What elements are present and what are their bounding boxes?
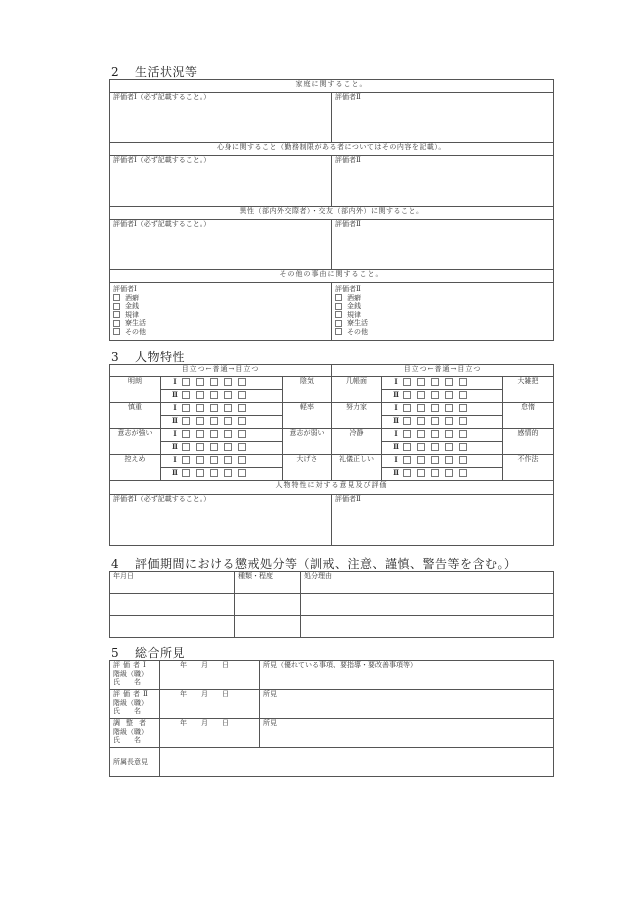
level-label: Ⅱ bbox=[393, 468, 399, 477]
checkbox[interactable] bbox=[113, 328, 120, 335]
right-level-checks bbox=[382, 455, 503, 468]
section5-title bbox=[111, 644, 185, 661]
rating-checkbox[interactable] bbox=[431, 417, 439, 425]
family-evaluator2-field[interactable] bbox=[332, 93, 554, 143]
evaluator2-remark-field[interactable] bbox=[260, 690, 554, 719]
left-positive-trait: 慎重 bbox=[110, 403, 161, 429]
rating-checkbox[interactable] bbox=[459, 430, 467, 438]
rating-checkbox[interactable] bbox=[238, 404, 246, 412]
chief-row bbox=[110, 748, 554, 777]
trait-row bbox=[110, 455, 554, 468]
rating-checkbox[interactable] bbox=[210, 469, 218, 477]
rating-checkbox[interactable] bbox=[238, 469, 246, 477]
section3-title bbox=[111, 348, 185, 365]
col-type: 種類・程度 bbox=[235, 572, 301, 594]
level-row bbox=[164, 390, 279, 399]
rating-checkbox[interactable] bbox=[431, 456, 439, 464]
level-row bbox=[385, 390, 499, 399]
checkbox[interactable] bbox=[113, 311, 120, 318]
rating-checkbox[interactable] bbox=[459, 469, 467, 477]
rating-checkbox[interactable] bbox=[431, 404, 439, 412]
option-dormitory[interactable] bbox=[335, 319, 550, 328]
chief-opinion-field[interactable] bbox=[160, 748, 554, 777]
rating-checkbox[interactable] bbox=[403, 456, 411, 464]
section5-number: 5 bbox=[111, 646, 120, 660]
evaluator2-row bbox=[110, 690, 554, 719]
evaluator1-remark-field[interactable] bbox=[260, 661, 554, 690]
type-field[interactable] bbox=[235, 594, 301, 616]
section2-title bbox=[111, 63, 198, 80]
checkbox[interactable] bbox=[113, 294, 120, 301]
rating-checkbox[interactable] bbox=[445, 378, 453, 386]
rating-checkbox[interactable] bbox=[196, 417, 204, 425]
rating-checkbox[interactable] bbox=[459, 443, 467, 451]
level-label: Ⅱ bbox=[393, 416, 399, 425]
level-label: Ⅰ bbox=[394, 429, 398, 438]
rating-checkbox[interactable] bbox=[224, 404, 232, 412]
col-reason: 処分理由 bbox=[301, 572, 554, 594]
name-label: 氏 名 bbox=[113, 678, 141, 686]
rating-checkbox[interactable] bbox=[403, 430, 411, 438]
left-negative-trait: 陰気 bbox=[283, 377, 332, 403]
role-label: 調整者 bbox=[113, 719, 152, 727]
evaluator1-label: 評価者Ⅰ（必ず記載すること。） bbox=[113, 495, 211, 503]
section2-number: 2 bbox=[111, 65, 120, 79]
adjuster-row bbox=[110, 719, 554, 748]
checkbox[interactable] bbox=[335, 294, 342, 301]
col-date: 年月日 bbox=[110, 572, 235, 594]
checkbox[interactable] bbox=[335, 320, 342, 327]
right-level-checks bbox=[382, 416, 503, 429]
right-negative-trait: 怠惰 bbox=[503, 403, 554, 429]
rating-checkbox[interactable] bbox=[445, 417, 453, 425]
checkbox[interactable] bbox=[335, 311, 342, 318]
rating-checkbox[interactable] bbox=[196, 456, 204, 464]
rank-label: 階級（職） bbox=[113, 698, 148, 707]
rating-checkbox[interactable] bbox=[445, 404, 453, 412]
left-level-checks bbox=[161, 390, 283, 403]
rating-checkbox[interactable] bbox=[224, 469, 232, 477]
trait-row bbox=[110, 429, 554, 442]
rating-checkbox[interactable] bbox=[196, 378, 204, 386]
right-level-checks bbox=[382, 390, 503, 403]
option-label: 規律 bbox=[347, 310, 361, 319]
role-label: 評価者Ⅰ bbox=[113, 661, 149, 669]
rating-checkbox[interactable] bbox=[182, 456, 190, 464]
option-label: 金銭 bbox=[347, 302, 361, 310]
left-level-checks bbox=[161, 442, 283, 455]
section5-heading: 総合所見 bbox=[135, 646, 186, 660]
rating-checkbox[interactable] bbox=[417, 430, 425, 438]
rating-checkbox[interactable] bbox=[459, 391, 467, 399]
opinion-evaluator1-field[interactable] bbox=[110, 495, 332, 546]
option-label: 酒癖 bbox=[347, 293, 361, 302]
chief-label: 所属長意見 bbox=[110, 748, 160, 777]
rating-checkbox[interactable] bbox=[445, 443, 453, 451]
option-drinking[interactable] bbox=[113, 294, 328, 303]
relationships-header: 異性（部内外交際者）・交友（部内外）に関すること。 bbox=[110, 207, 554, 220]
left-negative-trait: 意志が弱い bbox=[283, 429, 332, 455]
relationships-evaluator1-field[interactable] bbox=[110, 220, 332, 270]
right-positive-trait: 努力家 bbox=[332, 403, 382, 429]
rating-checkbox[interactable] bbox=[403, 469, 411, 477]
table-row bbox=[110, 594, 554, 616]
option-label: 寮生活 bbox=[125, 319, 146, 327]
adjuster-remark-field[interactable] bbox=[260, 719, 554, 748]
rating-checkbox[interactable] bbox=[445, 469, 453, 477]
evaluator1-row bbox=[110, 661, 554, 690]
rating-checkbox[interactable] bbox=[210, 391, 218, 399]
rating-checkbox[interactable] bbox=[403, 443, 411, 451]
section3-heading: 人物特性 bbox=[135, 350, 186, 364]
opinion-header: 人物特性に対する意見及び評価 bbox=[110, 481, 554, 495]
evaluator2-info bbox=[110, 690, 160, 719]
adjuster-info bbox=[110, 719, 160, 748]
rating-checkbox[interactable] bbox=[431, 391, 439, 399]
level-label: Ⅱ bbox=[393, 390, 399, 399]
level-label: Ⅰ bbox=[394, 377, 398, 386]
level-label: Ⅱ bbox=[172, 468, 178, 477]
health-header: 心身に関すること（勤務制限がある者についてはその内容を記載）。 bbox=[110, 143, 554, 156]
level-label: Ⅱ bbox=[172, 390, 178, 399]
rating-checkbox[interactable] bbox=[238, 430, 246, 438]
rating-checkbox[interactable] bbox=[182, 391, 190, 399]
rating-checkbox[interactable] bbox=[210, 430, 218, 438]
rating-checkbox[interactable] bbox=[224, 443, 232, 451]
option-dormitory[interactable] bbox=[113, 319, 328, 328]
name-label: 氏 名 bbox=[113, 707, 141, 715]
evaluator2-date-field[interactable] bbox=[160, 690, 260, 719]
evaluator2-label: 評価者Ⅱ bbox=[335, 93, 361, 101]
remark-label: 所見 bbox=[263, 719, 277, 727]
rating-checkbox[interactable] bbox=[417, 469, 425, 477]
rating-checkbox[interactable] bbox=[182, 443, 190, 451]
option-label: 寮生活 bbox=[347, 319, 368, 327]
left-level-checks bbox=[161, 377, 283, 390]
left-negative-trait: 大げさ bbox=[283, 455, 332, 481]
rating-checkbox[interactable] bbox=[224, 391, 232, 399]
level-label: Ⅱ bbox=[172, 442, 178, 451]
reason-field[interactable] bbox=[301, 594, 554, 616]
trait-row bbox=[110, 377, 554, 390]
option-money[interactable] bbox=[335, 302, 550, 311]
rating-checkbox[interactable] bbox=[431, 469, 439, 477]
other-evaluator1-checklist bbox=[110, 283, 332, 341]
level-row bbox=[164, 468, 279, 477]
checkbox[interactable] bbox=[335, 328, 342, 335]
rating-checkbox[interactable] bbox=[196, 391, 204, 399]
evaluator1-label: 評価者Ⅰ（必ず記載すること。） bbox=[113, 93, 211, 101]
rating-checkbox[interactable] bbox=[210, 456, 218, 464]
rating-checkbox[interactable] bbox=[417, 378, 425, 386]
rating-checkbox[interactable] bbox=[417, 456, 425, 464]
rating-checkbox[interactable] bbox=[224, 456, 232, 464]
option-label: 規律 bbox=[125, 310, 139, 319]
section4-title bbox=[111, 555, 517, 572]
rating-checkbox[interactable] bbox=[403, 391, 411, 399]
right-positive-trait: 冷静 bbox=[332, 429, 382, 455]
rating-checkbox[interactable] bbox=[417, 417, 425, 425]
right-negative-trait: 大雑把 bbox=[503, 377, 554, 403]
rating-checkbox[interactable] bbox=[459, 417, 467, 425]
rating-checkbox[interactable] bbox=[403, 417, 411, 425]
evaluator1-label: 評価者Ⅰ（必ず記載すること。） bbox=[113, 156, 211, 164]
date-field[interactable] bbox=[110, 616, 235, 638]
adjuster-date-field[interactable] bbox=[160, 719, 260, 748]
health-evaluator2-field[interactable] bbox=[332, 156, 554, 207]
right-positive-trait: 几帳面 bbox=[332, 377, 382, 403]
health-evaluator1-field[interactable] bbox=[110, 156, 332, 207]
rating-checkbox[interactable] bbox=[459, 456, 467, 464]
level-row bbox=[164, 403, 279, 412]
date-field[interactable] bbox=[110, 594, 235, 616]
option-other[interactable] bbox=[335, 328, 550, 337]
level-row bbox=[164, 416, 279, 425]
right-level-checks bbox=[382, 429, 503, 442]
level-label: Ⅰ bbox=[173, 455, 177, 464]
level-label: Ⅰ bbox=[173, 377, 177, 386]
opinion-evaluator2-field[interactable] bbox=[332, 495, 554, 546]
rating-checkbox[interactable] bbox=[224, 417, 232, 425]
option-money[interactable] bbox=[113, 302, 328, 311]
disciplinary-table bbox=[109, 571, 554, 638]
rating-checkbox[interactable] bbox=[417, 391, 425, 399]
option-label: 酒癖 bbox=[125, 293, 139, 302]
other-header: その他の事由に関すること。 bbox=[110, 270, 554, 283]
rating-checkbox[interactable] bbox=[403, 378, 411, 386]
level-row bbox=[164, 455, 279, 464]
option-discipline[interactable] bbox=[335, 311, 550, 320]
rating-checkbox[interactable] bbox=[417, 404, 425, 412]
date-stamp: 年 月 日 bbox=[180, 719, 229, 727]
left-positive-trait: 意志が強い bbox=[110, 429, 161, 455]
right-negative-trait: 不作法 bbox=[503, 455, 554, 481]
rating-checkbox[interactable] bbox=[431, 430, 439, 438]
relationships-evaluator2-field[interactable] bbox=[332, 220, 554, 270]
right-negative-trait: 感情的 bbox=[503, 429, 554, 455]
rating-checkbox[interactable] bbox=[196, 430, 204, 438]
evaluator1-info bbox=[110, 661, 160, 690]
rating-checkbox[interactable] bbox=[445, 391, 453, 399]
left-level-checks bbox=[161, 468, 283, 481]
level-row bbox=[385, 416, 499, 425]
date-stamp: 年 月 日 bbox=[180, 661, 229, 669]
rating-checkbox[interactable] bbox=[238, 456, 246, 464]
evaluator2-label: 評価者Ⅱ bbox=[335, 156, 361, 164]
right-level-checks bbox=[382, 468, 503, 481]
level-row bbox=[385, 468, 499, 477]
right-positive-trait: 礼儀正しい bbox=[332, 455, 382, 481]
family-evaluator1-field[interactable] bbox=[110, 93, 332, 143]
left-positive-trait: 控えめ bbox=[110, 455, 161, 481]
overall-findings-table bbox=[109, 660, 554, 777]
evaluator1-label: 評価者Ⅰ（必ず記載すること。） bbox=[113, 220, 211, 228]
level-row bbox=[385, 455, 499, 464]
remark-label: 所見（優れている事項、要指導・要改善事項等） bbox=[263, 661, 417, 669]
section4-number: 4 bbox=[111, 557, 120, 571]
rating-checkbox[interactable] bbox=[182, 378, 190, 386]
rating-checkbox[interactable] bbox=[403, 404, 411, 412]
rank-label: 階級（職） bbox=[113, 727, 148, 736]
rating-checkbox[interactable] bbox=[238, 378, 246, 386]
rating-checkbox[interactable] bbox=[431, 443, 439, 451]
name-label: 氏 名 bbox=[113, 736, 141, 744]
rating-checkbox[interactable] bbox=[445, 456, 453, 464]
level-row bbox=[385, 442, 499, 451]
rating-checkbox[interactable] bbox=[224, 378, 232, 386]
evaluator2-label: 評価者Ⅱ bbox=[335, 495, 361, 503]
checkbox[interactable] bbox=[335, 303, 342, 310]
rating-checkbox[interactable] bbox=[238, 391, 246, 399]
right-level-checks bbox=[382, 442, 503, 455]
personality-table bbox=[109, 364, 554, 546]
level-row bbox=[164, 442, 279, 451]
option-label: その他 bbox=[125, 327, 146, 336]
checkbox[interactable] bbox=[113, 303, 120, 310]
rating-checkbox[interactable] bbox=[210, 443, 218, 451]
rating-checkbox[interactable] bbox=[196, 443, 204, 451]
rating-checkbox[interactable] bbox=[224, 430, 232, 438]
living-status-table bbox=[109, 79, 554, 341]
rating-checkbox[interactable] bbox=[210, 378, 218, 386]
option-label: 金銭 bbox=[125, 302, 139, 310]
other-evaluator2-checklist bbox=[332, 283, 554, 341]
evaluator2-label: 評価者Ⅱ bbox=[335, 220, 361, 228]
option-discipline[interactable] bbox=[113, 311, 328, 320]
rating-checkbox[interactable] bbox=[459, 378, 467, 386]
right-level-checks bbox=[382, 403, 503, 416]
level-label: Ⅰ bbox=[394, 455, 398, 464]
rating-checkbox[interactable] bbox=[182, 430, 190, 438]
rating-checkbox[interactable] bbox=[210, 417, 218, 425]
rating-checkbox[interactable] bbox=[182, 404, 190, 412]
left-level-checks bbox=[161, 455, 283, 468]
level-row bbox=[385, 377, 499, 386]
rating-checkbox[interactable] bbox=[182, 417, 190, 425]
level-label: Ⅰ bbox=[394, 403, 398, 412]
rating-checkbox[interactable] bbox=[459, 404, 467, 412]
evaluator1-date-field[interactable] bbox=[160, 661, 260, 690]
table-row bbox=[110, 616, 554, 638]
level-row bbox=[385, 429, 499, 438]
level-label: Ⅱ bbox=[393, 442, 399, 451]
level-label: Ⅰ bbox=[173, 429, 177, 438]
section3-number: 3 bbox=[111, 350, 120, 364]
left-negative-trait: 軽率 bbox=[283, 403, 332, 429]
rating-checkbox[interactable] bbox=[210, 404, 218, 412]
evaluator2-label: 評価者Ⅱ bbox=[335, 285, 361, 293]
section4-heading: 評価期間における懲戒処分等（訓戒、注意、謹慎、警告等を含む。） bbox=[135, 557, 517, 571]
remark-label: 所見 bbox=[263, 690, 277, 698]
level-label: Ⅰ bbox=[173, 403, 177, 412]
rating-checkbox[interactable] bbox=[417, 443, 425, 451]
left-level-checks bbox=[161, 403, 283, 416]
option-label: その他 bbox=[347, 327, 368, 336]
section2-heading: 生活状況等 bbox=[135, 65, 198, 79]
level-row bbox=[164, 429, 279, 438]
rating-checkbox[interactable] bbox=[182, 469, 190, 477]
type-field[interactable] bbox=[235, 616, 301, 638]
option-other[interactable] bbox=[113, 328, 328, 337]
family-header: 家庭に関すること。 bbox=[110, 80, 554, 93]
rating-checkbox[interactable] bbox=[238, 417, 246, 425]
option-drinking[interactable] bbox=[335, 294, 550, 303]
scale-header-left: 目立つ←普通→目立つ bbox=[110, 365, 332, 377]
reason-field[interactable] bbox=[301, 616, 554, 638]
scale-header-right: 目立つ←普通→目立つ bbox=[332, 365, 554, 377]
left-level-checks bbox=[161, 416, 283, 429]
rank-label: 階級（職） bbox=[113, 669, 148, 678]
left-positive-trait: 明朗 bbox=[110, 377, 161, 403]
level-row bbox=[164, 377, 279, 386]
rating-checkbox[interactable] bbox=[238, 443, 246, 451]
rating-checkbox[interactable] bbox=[445, 430, 453, 438]
level-label: Ⅱ bbox=[172, 416, 178, 425]
rating-checkbox[interactable] bbox=[431, 378, 439, 386]
role-label: 評価者Ⅱ bbox=[113, 690, 151, 698]
left-level-checks bbox=[161, 429, 283, 442]
trait-row bbox=[110, 403, 554, 416]
date-stamp: 年 月 日 bbox=[180, 690, 229, 698]
rating-checkbox[interactable] bbox=[196, 469, 204, 477]
right-level-checks bbox=[382, 377, 503, 390]
checkbox[interactable] bbox=[113, 320, 120, 327]
rating-checkbox[interactable] bbox=[196, 404, 204, 412]
level-row bbox=[385, 403, 499, 412]
evaluator1-label: 評価者Ⅰ bbox=[113, 285, 137, 293]
